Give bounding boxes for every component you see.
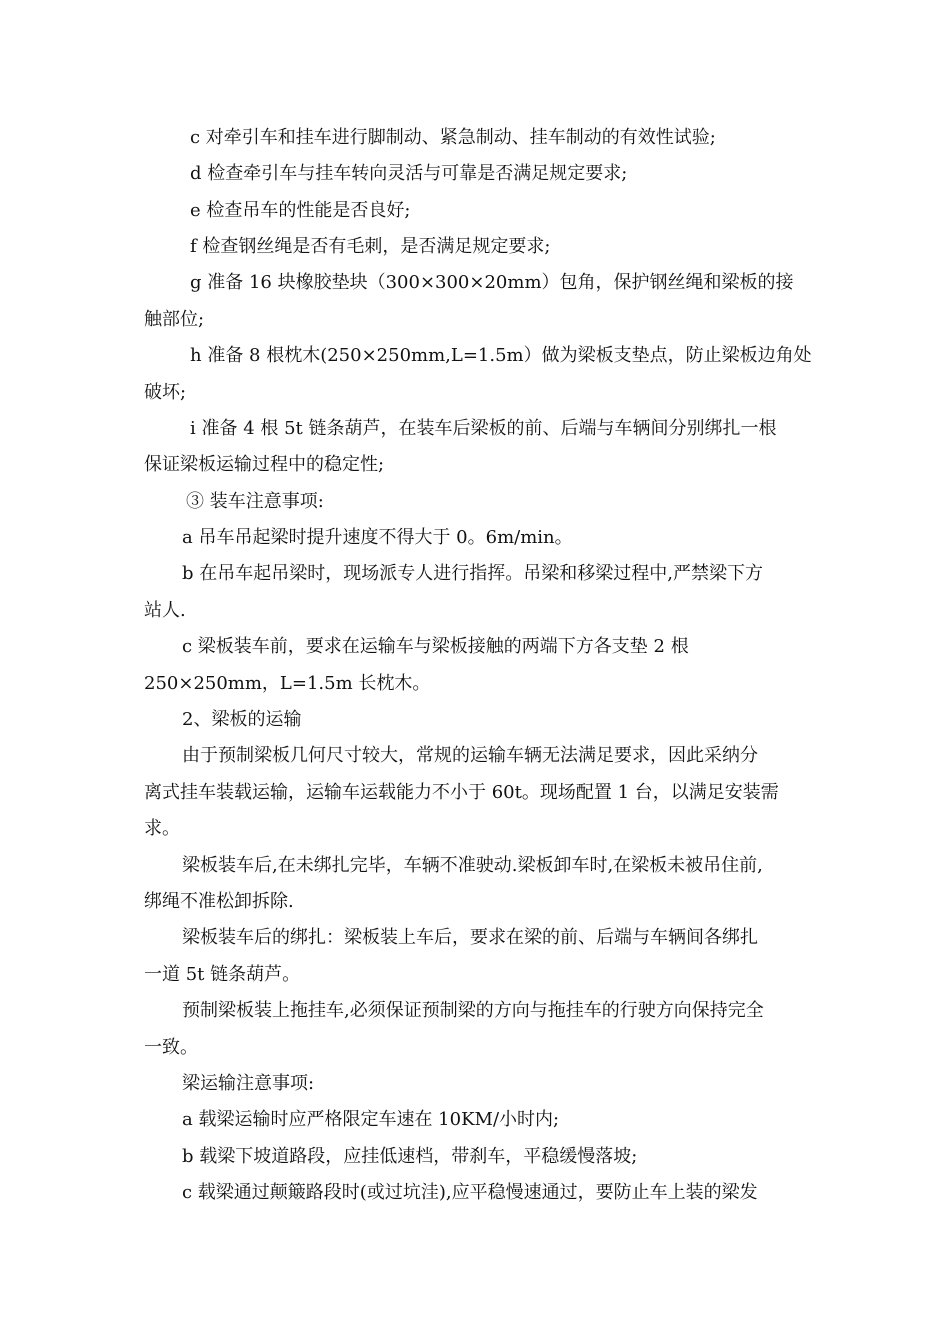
text-line: 一致。	[144, 1037, 198, 1058]
text-line: 站人.	[144, 600, 186, 621]
text-line: 梁板装车后的绑扎：梁板装上车后，要求在梁的前、后端与车辆间各绑扎	[182, 927, 758, 948]
text-line: i 准备 4 根 5t 链条葫芦，在装车后梁板的前、后端与车辆间分别绑扎一根	[190, 418, 777, 439]
text-line: c 对牵引车和挂车进行脚制动、紧急制动、挂车制动的有效性试验;	[190, 127, 716, 148]
text-line: 触部位;	[144, 309, 205, 330]
text-line: b 载梁下坡道路段，应挂低速档，带刹车，平稳缓慢落坡;	[182, 1146, 638, 1167]
section-heading: 2、梁板的运输	[182, 709, 302, 730]
text-line: b 在吊车起吊梁时，现场派专人进行指挥。吊梁和移梁过程中,严禁梁下方	[182, 563, 763, 584]
text-line: 梁板装车后,在未绑扎完毕，车辆不准驶动.梁板卸车时,在梁板未被吊住前,	[182, 855, 763, 876]
text-line: 求。	[144, 818, 180, 839]
text-line: h 准备 8 根枕木(250×250mm,L=1.5m）做为梁板支垫点，防止梁板边角处	[190, 345, 812, 366]
text-line: f 检查钢丝绳是否有毛刺，是否满足规定要求;	[190, 236, 551, 257]
text-line: d 检查牵引车与挂车转向灵活与可靠是否满足规定要求;	[190, 163, 628, 184]
text-line: c 梁板装车前，要求在运输车与梁板接触的两端下方各支垫 2 根	[182, 636, 689, 657]
text-line: a 载梁运输时应严格限定车速在 10KM/小时内;	[182, 1109, 560, 1130]
text-line: e 检查吊车的性能是否良好;	[190, 200, 411, 221]
text-line: ③ 装车注意事项:	[186, 491, 324, 512]
text-line: 绑绳不准松卸拆除.	[144, 891, 294, 912]
text-line: g 准备 16 块橡胶垫块（300×300×20mm）包角，保护钢丝绳和梁板的接	[190, 272, 794, 293]
text-line: 由于预制梁板几何尺寸较大，常规的运输车辆无法满足要求，因此采纳分	[182, 745, 758, 766]
text-line: 预制梁板装上拖挂车,必须保证预制梁的方向与拖挂车的行驶方向保持完全	[182, 1000, 764, 1021]
text-line: a 吊车吊起梁时提升速度不得大于 0。6m/min。	[182, 527, 573, 548]
text-line: c 载梁通过颠簸路段时(或过坑洼),应平稳慢速通过，要防止车上装的梁发	[182, 1182, 758, 1203]
text-line: 一道 5t 链条葫芦。	[144, 964, 301, 985]
text-line: 破坏;	[144, 382, 187, 403]
text-line: 离式挂车装载运输，运输车运载能力不小于 60t。现场配置 1 台，以满足安装需	[144, 782, 779, 803]
text-line: 梁运输注意事项:	[182, 1073, 315, 1094]
text-line: 250×250mm，L=1.5m 长枕木。	[144, 673, 431, 694]
text-line: 保证梁板运输过程中的稳定性;	[144, 454, 385, 475]
